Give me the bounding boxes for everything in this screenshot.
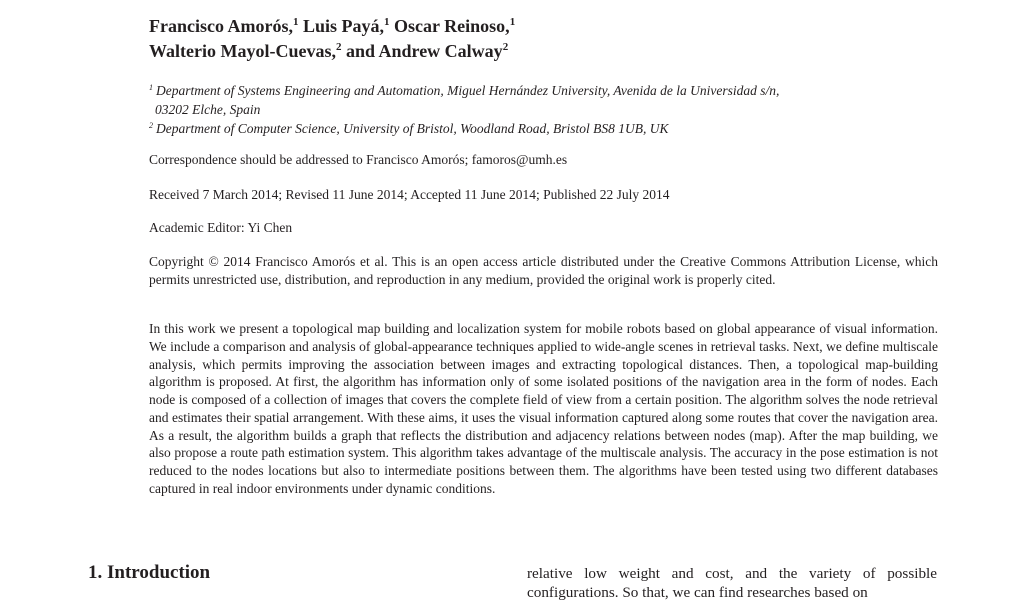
author-name: Walterio Mayol-Cuevas, <box>149 41 336 61</box>
affiliation-mark: 2 <box>502 41 509 53</box>
correspondence-line: Correspondence should be addressed to Francisco Amorós; famoros@umh.es <box>149 152 568 167</box>
copyright-notice: Copyright © 2014 Francisco Amorós et al. This is an open access article distributed under the Creative Commons Attribution License, which permits unrestricted use, distribution, and reproduction in any medium, provided the original work is properly cited. <box>149 254 938 287</box>
abstract: In this work we present a topological map building and localization system for mobile robots based on global appearance of visual information. We include a comparison and analysis of global-appearance techniques applied to wide-angle scenes in retrieval tasks. Next, we define multiscale analysis, which permits improving the association between images and extracting topological distances. Then, a topological map-building algorithm is proposed. At first, the algorithm has information only of some isolated positions of the navigation area in the form of nodes. Each node is composed of a collection of images that covers the complete field of view from a certain position. The algorithm solves the node retrieval and estimates their spatial arrangement. With these aims, it uses the visual information captured along some routes that cover the navigation area. As a result, the algorithm builds a graph that reflects the distribution and adjacency relations between nodes (map). After the map building, we also propose a route path estimation system. This algorithm takes advantage of the multiscale analysis. The accuracy in the pose estimation is not reduced to the nodes locations but also to intermediate positions between them. The algorithms have been tested using two different databases captured in real indoor environments under dynamic conditions. <box>149 321 938 496</box>
affiliation-mark: 1 <box>292 16 299 28</box>
affiliation-text-continued: 03202 Elche, Spain <box>155 102 261 117</box>
affiliation-mark: 1 <box>509 16 516 28</box>
affiliation-2 <box>149 119 909 138</box>
affiliation-number: 1 <box>149 83 153 92</box>
section-heading: 1. Introduction <box>88 562 211 583</box>
affiliation-mark: 1 <box>384 16 390 28</box>
body-text-right-column: relative low weight and cost, and the variety of possible configurations. So that, we can find researches based on <box>527 565 937 601</box>
publication-dates: Received 7 March 2014; Revised 11 June 2014; Accepted 11 June 2014; Published 22 July 2014 <box>149 187 670 202</box>
author-name: Oscar Reinoso, <box>394 16 510 36</box>
author-name: and Andrew Calway <box>345 41 503 61</box>
author-line-2 <box>149 39 909 64</box>
author-line-1 <box>149 14 909 39</box>
author-name: Francisco Amorós, <box>149 16 293 36</box>
affiliation-number: 2 <box>149 121 153 130</box>
affiliation-text: Department of Systems Engineering and Automation, Miguel Hernández University, Avenida de la Universidad s/n, <box>156 83 780 98</box>
academic-editor: Academic Editor: Yi Chen <box>149 220 293 235</box>
affiliation-1 <box>149 81 909 119</box>
affiliation-mark: 2 <box>335 41 342 53</box>
author-list <box>149 14 909 64</box>
affiliation-text: Department of Computer Science, University of Bristol, Woodland Road, Bristol BS8 1UB, UK <box>156 121 669 136</box>
author-name: Luis Payá, <box>302 16 385 36</box>
